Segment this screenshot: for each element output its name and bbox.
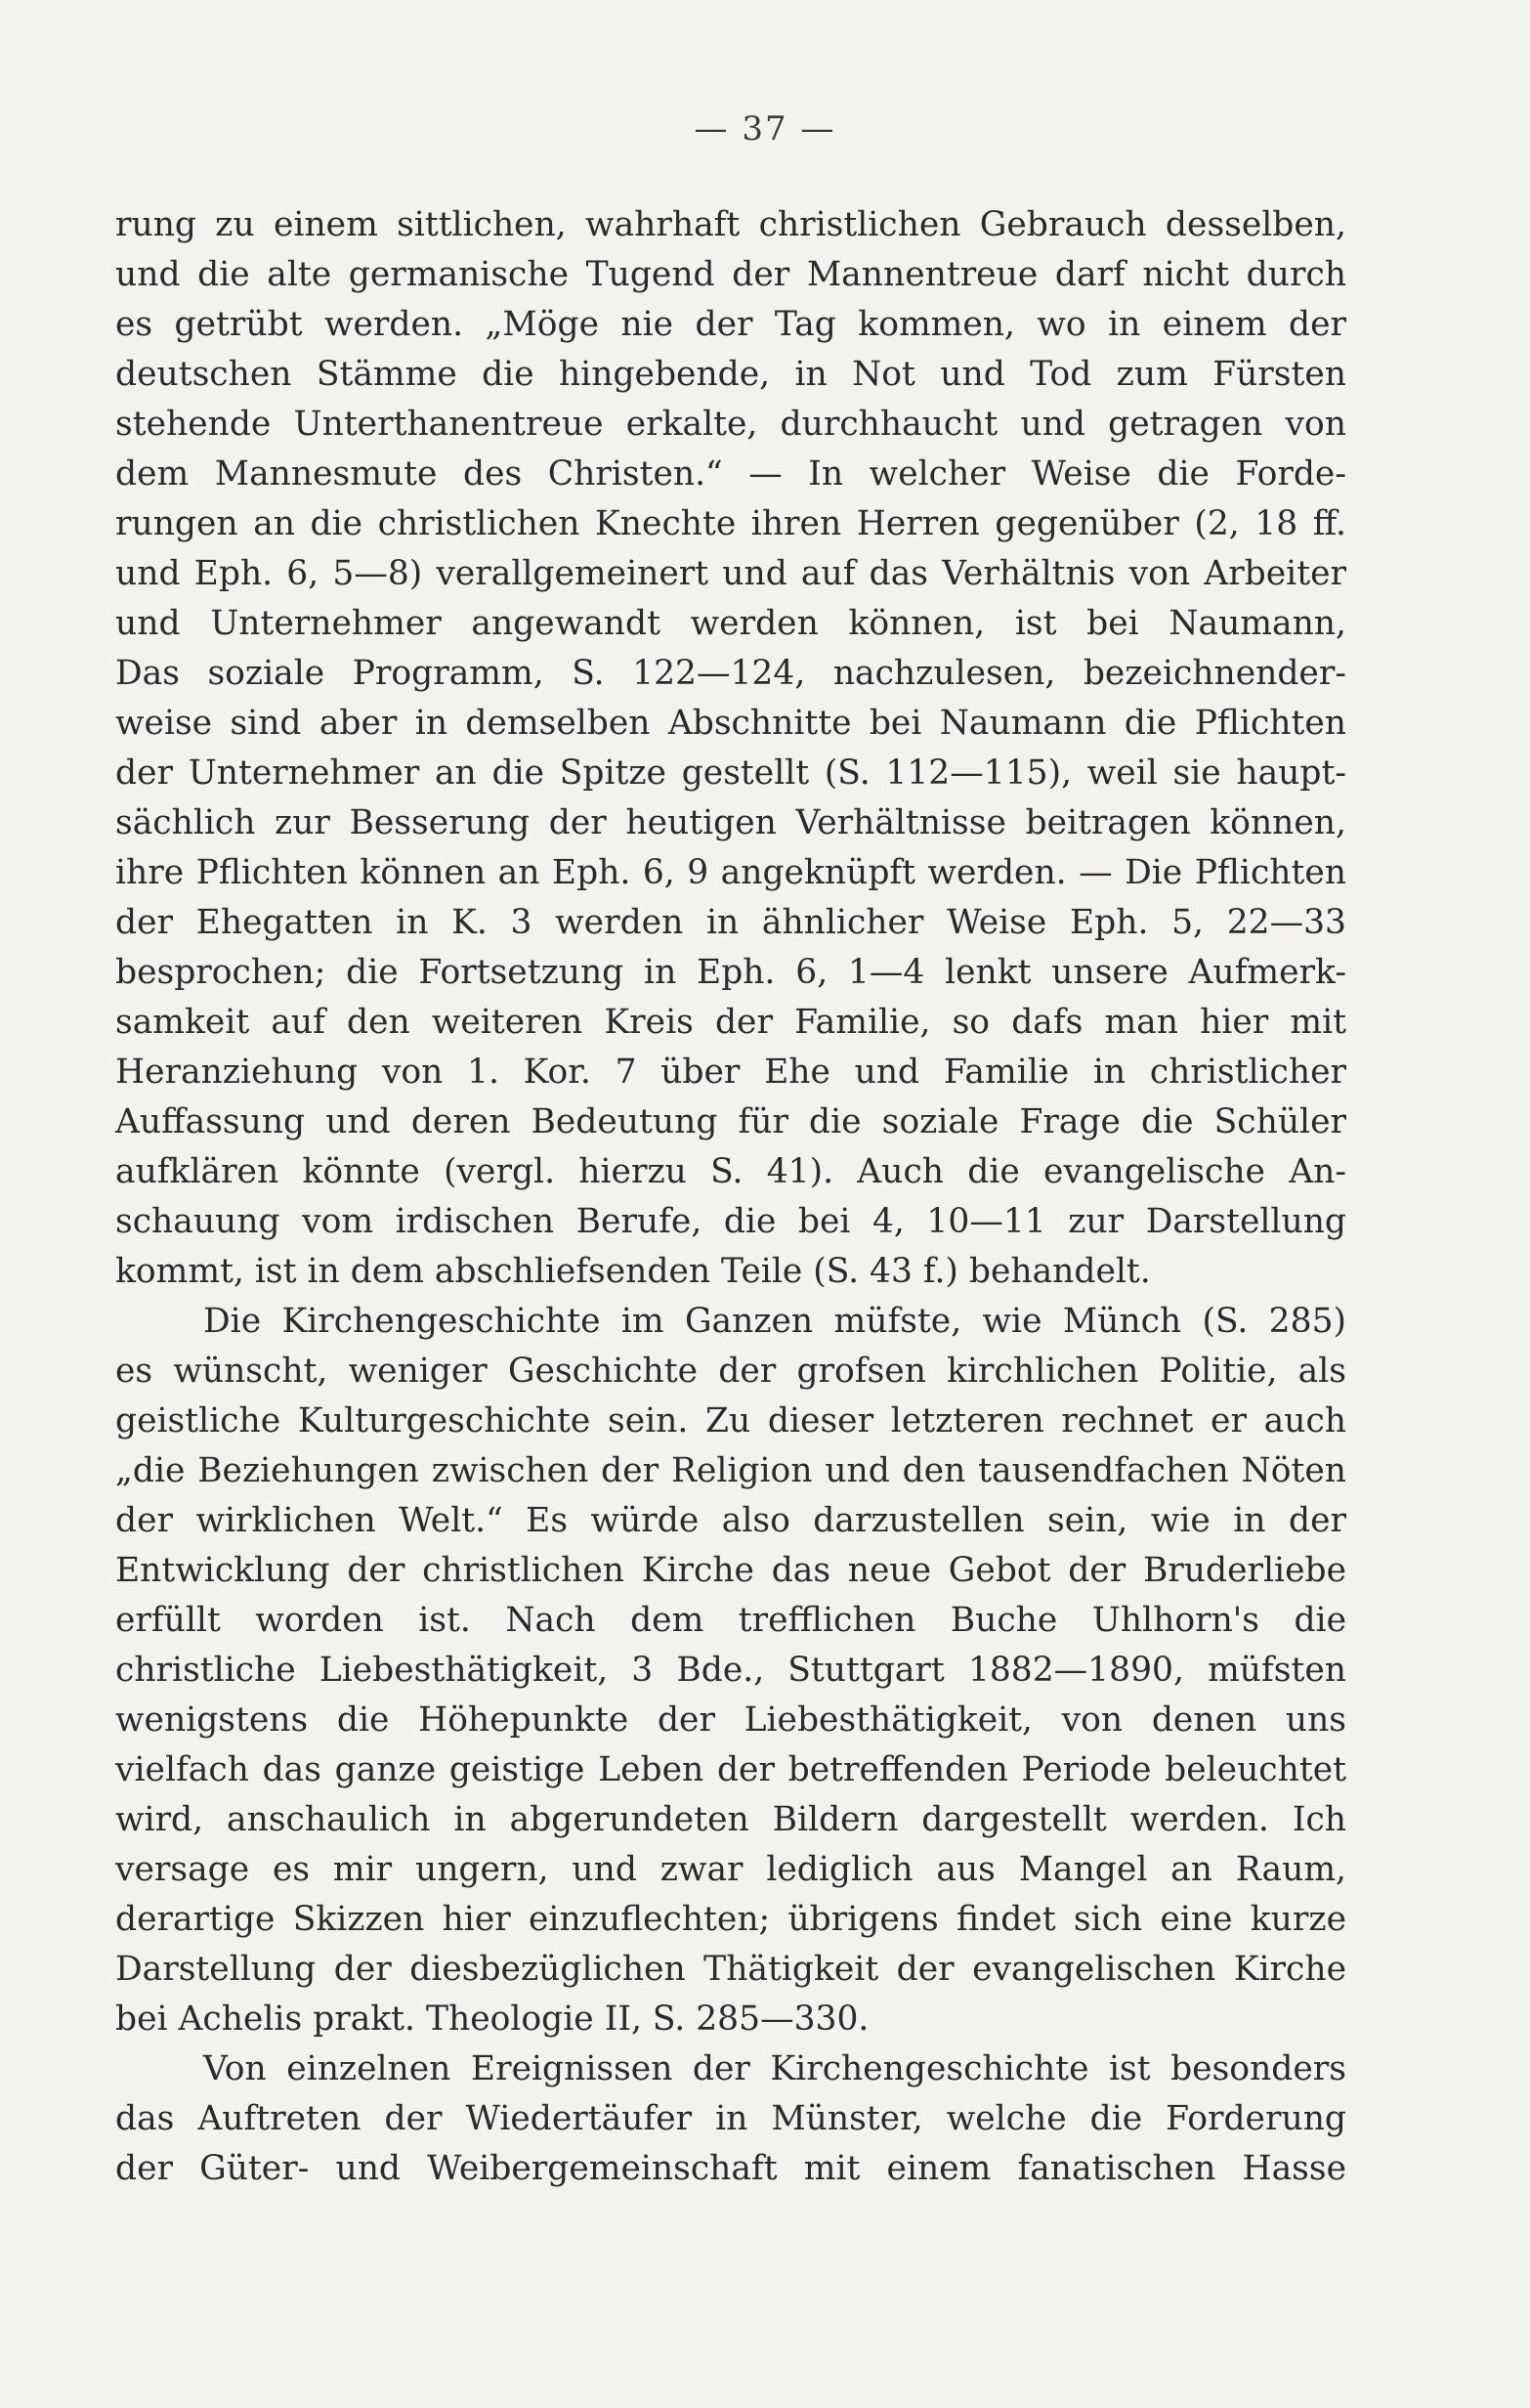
text-line: es getrübt werden. „Möge nie der Tag kommen, wo in einem der xyxy=(115,305,1346,344)
text-line: stehende Unterthanentreue erkalte, durchhaucht und getragen von xyxy=(115,405,1346,444)
text-line: Von einzelnen Ereignissen der Kirchengeschichte ist besonders xyxy=(203,2049,1346,2088)
text-line: vielfach das ganze geistige Leben der betreffenden Periode beleuchtet xyxy=(115,1750,1346,1789)
text-line: samkeit auf den weiteren Kreis der Familie, so dafs man hier mit xyxy=(115,1003,1346,1042)
text-line: kommt, ist in dem abschliefsenden Teile (S. 43 f.) behandelt. xyxy=(115,1252,1151,1291)
text-line: erfüllt worden ist. Nach dem trefflichen Buche Uhlhorn's die xyxy=(115,1601,1346,1640)
text-line: Das soziale Programm, S. 122—124, nachzulesen, bezeichnender- xyxy=(115,654,1346,693)
text-line: der wirklichen Welt.“ Es würde also darzustellen sein, wie in der xyxy=(115,1501,1346,1540)
text-line: der Güter- und Weibergemeinschaft mit einem fanatischen Hasse xyxy=(115,2149,1346,2188)
text-line: ihre Pflichten können an Eph. 6, 9 angeknüpft werden. — Die Pflichten xyxy=(115,853,1346,892)
text-line: dem Mannesmute des Christen.“ — In welcher Weise die Forde- xyxy=(115,454,1346,494)
text-line: und Unternehmer angewandt werden können, ist bei Naumann, xyxy=(115,604,1346,643)
text-line: derartige Skizzen hier einzuflechten; übrigens findet sich eine kurze xyxy=(115,1900,1346,1939)
text-line: Heranziehung von 1. Kor. 7 über Ehe und Familie in christlicher xyxy=(115,1053,1346,1092)
text-line: und Eph. 6, 5—8) verallgemeinert und auf das Verhältnis von Arbeiter xyxy=(115,554,1346,593)
text-line: rungen an die christlichen Knechte ihren Herren gegenüber (2, 18 ff. xyxy=(115,504,1346,543)
text-line: Auffassung und deren Bedeutung für die soziale Frage die Schüler xyxy=(115,1102,1346,1141)
text-line: Die Kirchengeschichte im Ganzen müfste, wie Münch (S. 285) xyxy=(203,1302,1346,1341)
text-line: deutschen Stämme die hingebende, in Not und Tod zum Fürsten xyxy=(115,355,1346,394)
text-line: weise sind aber in demselben Abschnitte bei Naumann die Pflichten xyxy=(115,704,1346,743)
text-line: der Ehegatten in K. 3 werden in ähnlicher Weise Eph. 5, 22—33 xyxy=(115,903,1346,942)
text-line: besprochen; die Fortsetzung in Eph. 6, 1—4 lenkt unsere Aufmerk- xyxy=(115,953,1346,992)
body-text xyxy=(115,200,1346,2194)
text-line: christliche Liebesthätigkeit, 3 Bde., Stuttgart 1882—1890, müfsten xyxy=(115,1651,1346,1690)
text-line: der Unternehmer an die Spitze gestellt (S. 112—115), weil sie haupt- xyxy=(115,753,1346,793)
text-line: schauung vom irdischen Berufe, die bei 4, 10—11 zur Darstellung xyxy=(115,1202,1346,1241)
text-line: und die alte germanische Tugend der Mannentreue darf nicht durch xyxy=(115,255,1346,294)
text-line: rung zu einem sittlichen, wahrhaft christlichen Gebrauch desselben, xyxy=(115,205,1346,244)
text-line: Darstellung der diesbezüglichen Thätigkeit der evangelischen Kirche xyxy=(115,1950,1346,1989)
text-line: es wünscht, weniger Geschichte der grofsen kirchlichen Politie, als xyxy=(115,1352,1346,1391)
text-line: versage es mir ungern, und zwar lediglich aus Mangel an Raum, xyxy=(115,1850,1346,1889)
text-line: wird, anschaulich in abgerundeten Bildern dargestellt werden. Ich xyxy=(115,1800,1346,1839)
text-line: wenigstens die Höhepunkte der Liebesthätigkeit, von denen uns xyxy=(115,1700,1346,1740)
text-line: aufklären könnte (vergl. hierzu S. 41). Auch die evangelische An- xyxy=(115,1152,1346,1191)
page-number: — 37 — xyxy=(694,109,836,149)
text-line: geistliche Kulturgeschichte sein. Zu dieser letzteren rechnet er auch xyxy=(115,1401,1346,1440)
text-line: Entwicklung der christlichen Kirche das neue Gebot der Bruderliebe xyxy=(115,1551,1346,1590)
text-line: sächlich zur Besserung der heutigen Verhältnisse beitragen können, xyxy=(115,803,1346,842)
text-line: bei Achelis prakt. Theologie II, S. 285—330. xyxy=(115,2000,870,2039)
text-line: das Auftreten der Wiedertäufer in Münster, welche die Forderung xyxy=(115,2099,1346,2138)
text-line: „die Beziehungen zwischen der Religion und den tausendfachen Nöten xyxy=(115,1451,1346,1490)
